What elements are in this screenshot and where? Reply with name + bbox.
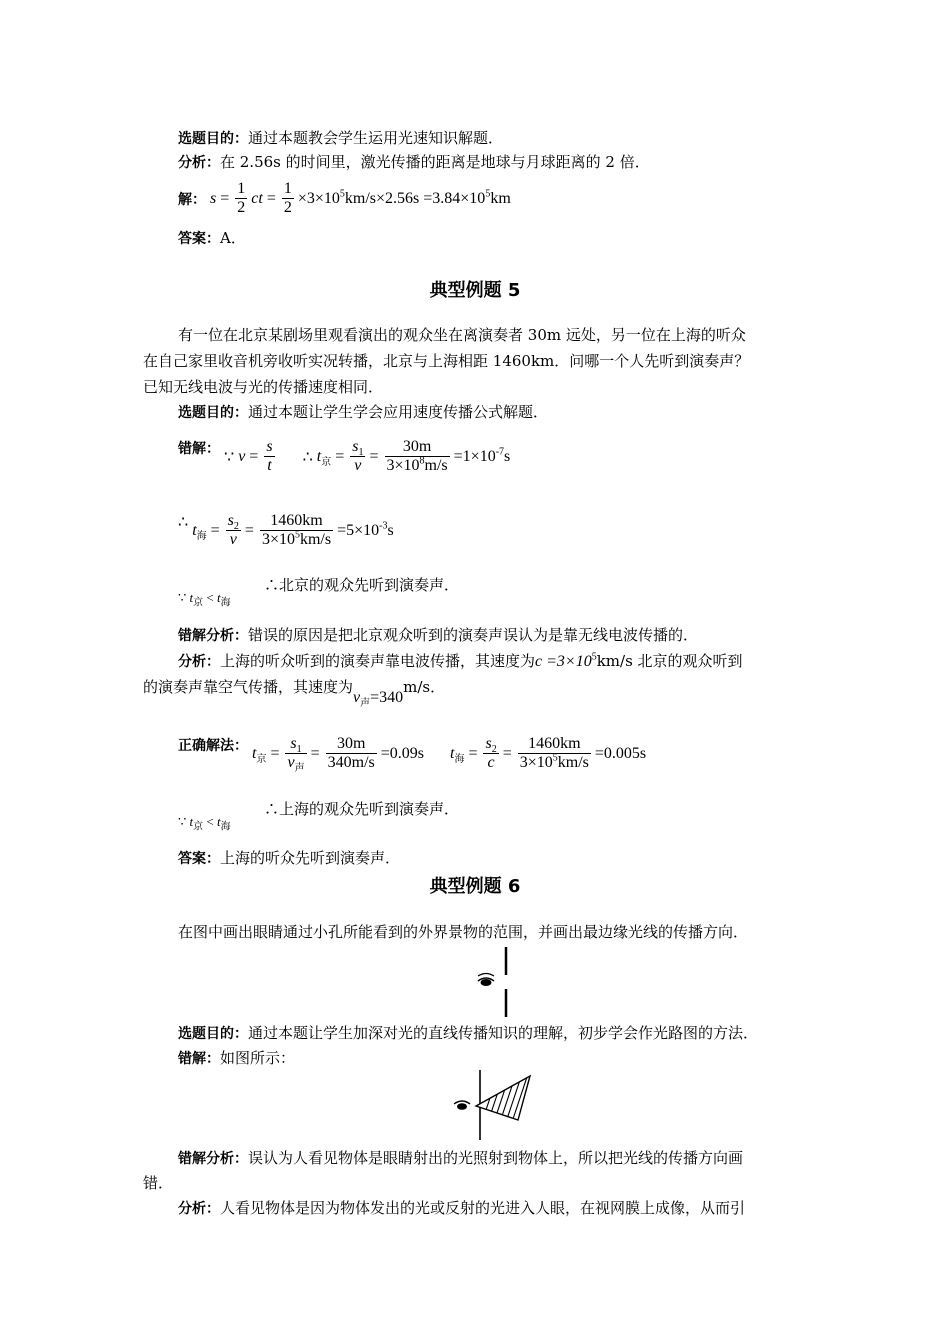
ex5-analysis-line1: 分析：上海的听众听到的演奏声靠电波传播，其速度为$c =3\times 10^5km/s$ 北京的观众听到 bbox=[178, 651, 743, 670]
example-5-title: 典型例题 5 bbox=[429, 280, 521, 301]
ex5-correct-comparison: ∵ $t_京 < t_海$ bbox=[178, 814, 231, 833]
ex5-problem-line1: 有一位在北京某剧场里观看演出的观众坐在离演奏者 30m 远处，另一位在上海的听众 bbox=[178, 326, 746, 344]
example-6-title: 典型例题 6 bbox=[429, 876, 521, 897]
ex6-wrong-analysis-line1: 错解分析：误认为人看见物体是眼睛射出的光照射到物体上，所以把光线的传播方向画 bbox=[178, 1149, 744, 1167]
ex5-purpose: 选题目的：通过本题让学生学会应用速度传播公式解题． bbox=[178, 403, 549, 421]
ex5-problem-line3: 已知无线电波与光的传播速度相同． bbox=[143, 378, 384, 396]
prev-purpose: 选题目的：通过本题教会学生运用光速知识解题． bbox=[178, 129, 504, 147]
fraction-half: $\frac{1}{2}$ bbox=[237, 180, 246, 216]
fraction-half-2: $\frac{1}{2}$ bbox=[283, 180, 292, 216]
ex5-wrong-analysis: 错解分析：错误的原因是把北京观众听到的演奏声误认为是靠无线电波传播的． bbox=[178, 626, 699, 644]
ex5-correct-conclusion: ∴上海的观众先听到演奏声． bbox=[264, 800, 460, 818]
ex5-wrong-solution-eq1: 错解： ∵ v = $\frac{s}{t}$ ∴ $t_京$ = $\frac{s_1}{v}$ = $\frac{30m}{3\times 10^8m/s}$ $=1\times 10^{-7}s$ bbox=[178, 438, 511, 474]
wrong-solution-figure bbox=[450, 1068, 540, 1143]
ex6-analysis: 分析：人看见物体是因为物体发出的光或反射的光进入人眼，在视网膜上成像，从而引 bbox=[178, 1199, 746, 1217]
eye-pinhole-figure bbox=[470, 945, 530, 1020]
ex5-wrong-comparison: ∵ $t_京 < t_海$ bbox=[178, 590, 231, 609]
prev-solution-equation: 解： s = $\frac{1}{2}$ ct = $\frac{1}{2}$ $\times 3\times 10^5km/s\times 2.56s =3.84\times 10^5km$ bbox=[178, 180, 511, 216]
ex6-wrong-solution: 错解：如图所示： bbox=[178, 1049, 296, 1067]
ex5-wrong-conclusion: ∴北京的观众先听到演奏声． bbox=[264, 576, 460, 594]
prev-answer: 答案：A． bbox=[178, 229, 246, 247]
prev-analysis: 分析：在 2.56s 的时间里，激光传播的距离是地球与月球距离的 2 倍． bbox=[178, 153, 650, 171]
ex6-wrong-analysis-line2: 错． bbox=[143, 1174, 174, 1192]
ex6-purpose: 选题目的：通过本题让学生加深对光的直线传播知识的理解，初步学会作光路图的方法． bbox=[178, 1024, 759, 1042]
ex5-answer: 答案：上海的听众先听到演奏声． bbox=[178, 849, 401, 867]
ex5-wrong-solution-eq2: ∴ $t_海$ = $\frac{s_2}{v}$ = $\frac{1460km}{3\times 10^5km/s}$ $=5\times 10^{-3}s$ bbox=[178, 512, 394, 548]
ex5-problem-line2: 在自己家里收音机旁收听实况转播，北京与上海相距 1460km．问哪一个人先听到演奏声？ bbox=[143, 352, 750, 370]
ex5-analysis-line2: 的演奏声靠空气传播，其速度为$v_声=340m/s$． bbox=[143, 678, 446, 710]
ex5-correct-solution-eq: 正确解法： $t_京$ = $\frac{s_1}{v_声}$ = $\frac{30m}{340m/s}$ =0.09s $t_海$ = $\frac{s_2}{c}$ = $\frac{1460km}{3\times 10^5km/s}$ =0.005s bbox=[178, 735, 647, 775]
ex6-problem: 在图中画出眼睛通过小孔所能看到的外界景物的范围，并画出最边缘光线的传播方向． bbox=[178, 923, 749, 941]
